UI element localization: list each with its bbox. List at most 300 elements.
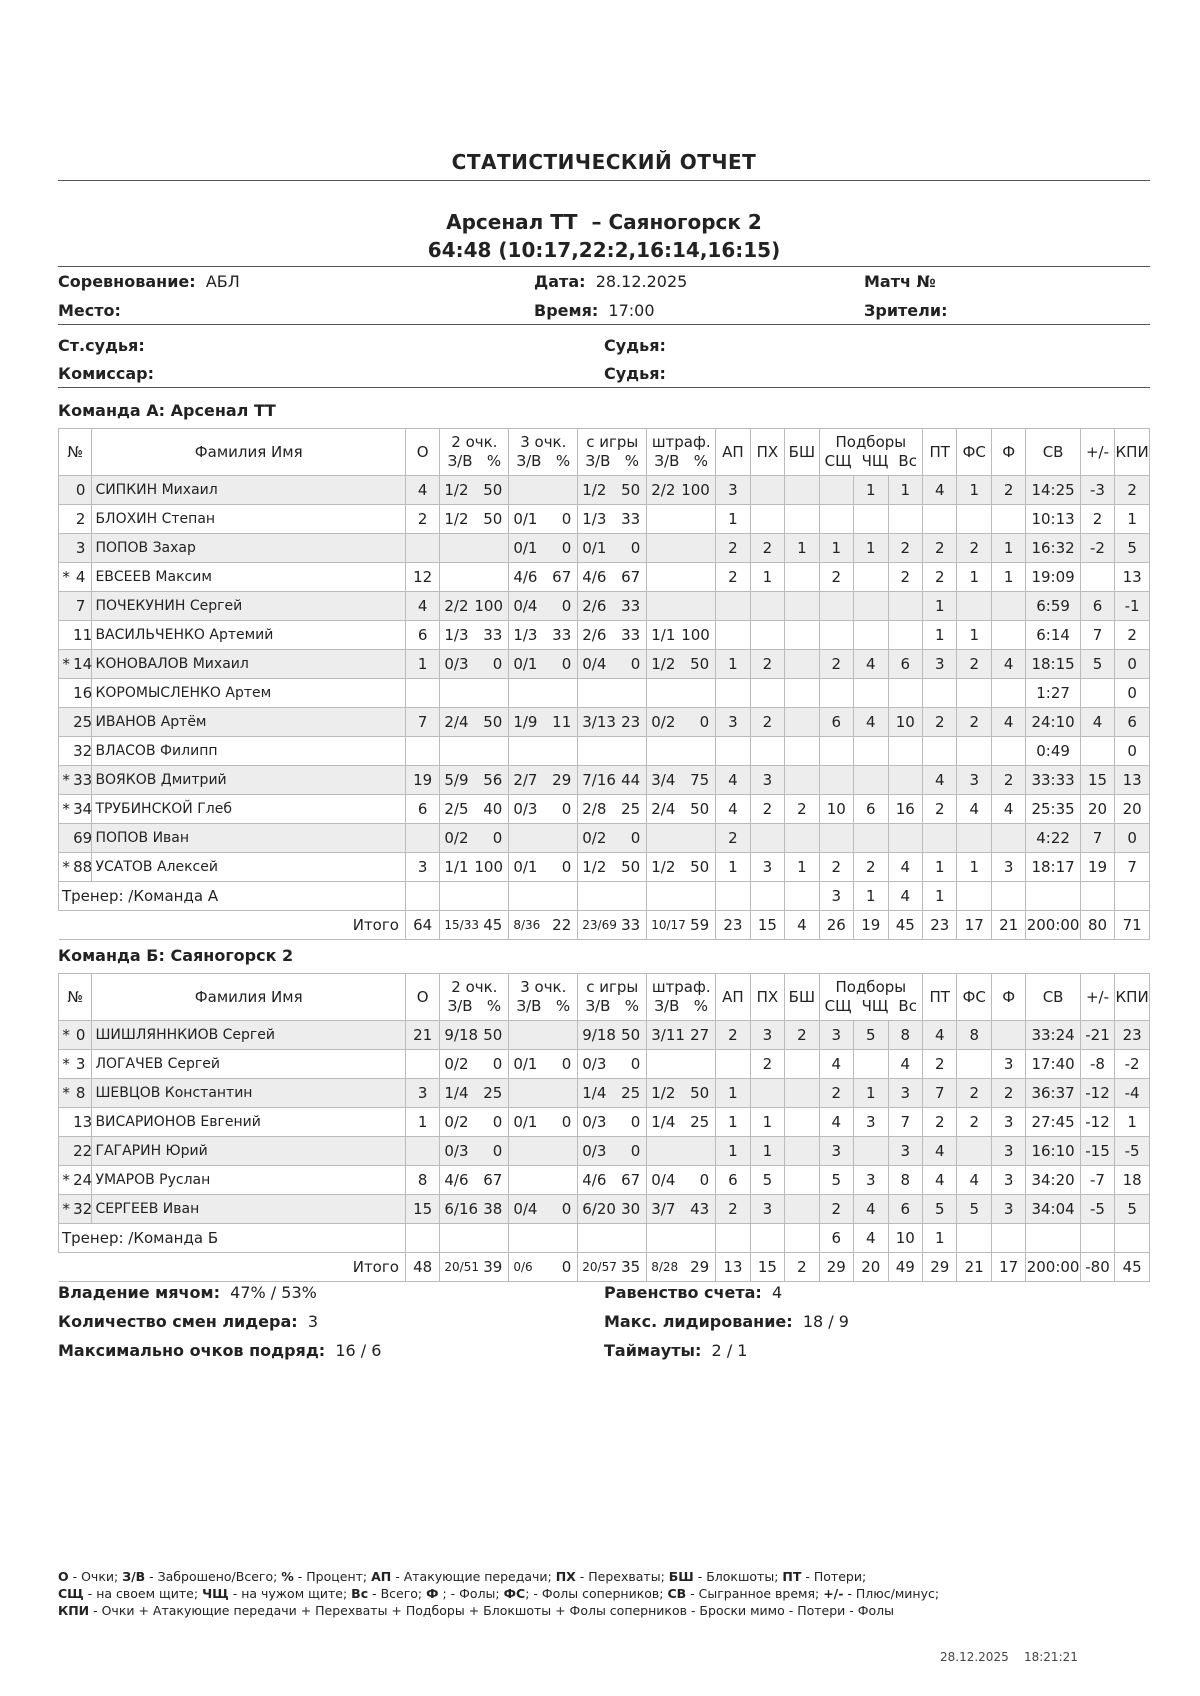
stat-cell: 7	[1080, 824, 1114, 853]
stat-cell: 0	[543, 795, 577, 824]
legend	[58, 1568, 1150, 1619]
stat-cell: 4	[1080, 708, 1114, 737]
stat-cell: 1	[716, 650, 750, 679]
stat-cell: 2	[750, 795, 784, 824]
player-row	[59, 1137, 1150, 1166]
stat-cell: 1	[957, 563, 991, 592]
stat-cell	[991, 882, 1025, 911]
stat-cell: 6	[1080, 592, 1114, 621]
stat-cell: 6:59	[1026, 592, 1080, 621]
stat-cell: 0	[612, 534, 647, 563]
stat-cell: 1	[716, 1079, 750, 1108]
stat-cell	[405, 1224, 439, 1253]
stat-cell	[888, 737, 923, 766]
stat-cell: 3	[923, 650, 957, 679]
stat-cell	[681, 1137, 715, 1166]
col-ft: штраф. З/В %	[647, 429, 716, 476]
stat-cell: -5	[1115, 1137, 1150, 1166]
stat-cell	[991, 592, 1025, 621]
stat-cell: 1	[785, 534, 819, 563]
col-reb: Подборы СЩ ЧЩ Вс	[819, 974, 922, 1021]
stat-cell: 5	[854, 1021, 888, 1050]
stat-cell: 1/3	[578, 505, 612, 534]
player-name: ТРУБИНСКОЙ Глеб	[92, 795, 405, 824]
stat-cell	[405, 824, 439, 853]
player-number: 8	[73, 1079, 92, 1108]
starter-mark	[59, 534, 74, 563]
stat-cell: 8	[888, 1021, 923, 1050]
stat-cell: 2	[716, 563, 750, 592]
stat-cell: 2	[819, 563, 853, 592]
stat-cell: 50	[612, 476, 647, 505]
total-cell: 21	[957, 1253, 991, 1282]
col-pts: О	[405, 429, 439, 476]
stat-cell: 0	[543, 650, 577, 679]
team-b-title: Команда Б: Саяногорск 2	[58, 946, 294, 965]
stat-cell	[543, 737, 577, 766]
starter-mark: *	[59, 1021, 74, 1050]
player-row	[59, 679, 1150, 708]
stat-cell: 2	[785, 795, 819, 824]
stat-cell: 50	[474, 1021, 508, 1050]
stat-cell	[750, 1224, 784, 1253]
player-number: 32	[73, 1195, 92, 1224]
stat-cell: 43	[681, 1195, 715, 1224]
stat-cell: 10:13	[1026, 505, 1080, 534]
stat-cell	[785, 708, 819, 737]
stat-cell	[785, 621, 819, 650]
player-row	[59, 1195, 1150, 1224]
stat-cell	[819, 824, 853, 853]
stat-cell	[854, 766, 888, 795]
stat-cell: 2	[888, 534, 923, 563]
player-row	[59, 1050, 1150, 1079]
stat-cell: 4	[991, 795, 1025, 824]
stat-cell: 2	[716, 1021, 750, 1050]
stat-cell: 2	[750, 1050, 784, 1079]
stat-cell	[1026, 1224, 1080, 1253]
stat-cell	[785, 476, 819, 505]
stat-cell	[888, 766, 923, 795]
stat-cell	[647, 505, 681, 534]
total-cell: 33	[612, 911, 647, 940]
stat-cell: 3	[819, 882, 853, 911]
stat-cell: 2	[1080, 505, 1114, 534]
player-row	[59, 853, 1150, 882]
player-number: 11	[73, 621, 92, 650]
stat-cell: 3	[750, 1021, 784, 1050]
divider	[58, 180, 1150, 181]
stat-cell: 29	[543, 766, 577, 795]
player-name: СИПКИН Михаил	[92, 476, 405, 505]
player-name: УМАРОВ Руслан	[92, 1166, 405, 1195]
stat-cell: 0/4	[509, 592, 543, 621]
stat-cell: 3/4	[647, 766, 681, 795]
total-cell: 15	[750, 1253, 784, 1282]
stat-cell: 9/18	[440, 1021, 474, 1050]
stat-cell: 3	[991, 1166, 1025, 1195]
stat-cell: 5	[923, 1195, 957, 1224]
stat-cell: 1/2	[647, 853, 681, 882]
stat-cell: 7	[923, 1079, 957, 1108]
stat-cell: 3	[991, 1195, 1025, 1224]
stat-cell: 1	[750, 1137, 784, 1166]
stat-cell: -1	[1115, 592, 1150, 621]
stat-cell: 18:17	[1026, 853, 1080, 882]
legend-line: КПИ - Очки + Атакующие передачи + Перехваты + Подборы + Блокшоты + Фолы соперников - Броски мимо - Потери - Фолы	[58, 1603, 895, 1618]
stat-cell: 2/5	[440, 795, 474, 824]
total-cell: 71	[1115, 911, 1150, 940]
starter-mark	[59, 476, 74, 505]
stat-cell: 0	[543, 592, 577, 621]
stat-cell	[681, 737, 715, 766]
stat-cell: 2	[716, 1195, 750, 1224]
stat-cell: 50	[474, 505, 508, 534]
stat-cell: 0/4	[509, 1195, 543, 1224]
player-row	[59, 708, 1150, 737]
player-name: ШИШЛЯННКИОВ Сергей	[92, 1021, 405, 1050]
stat-cell: 1/4	[440, 1079, 474, 1108]
stat-cell: 2	[923, 795, 957, 824]
stat-cell: 36:37	[1026, 1079, 1080, 1108]
ties-stat: Равенство счета: 4	[604, 1283, 783, 1302]
stat-cell: 4	[957, 1166, 991, 1195]
stat-cell: 4	[888, 1050, 923, 1079]
stat-cell: 0	[1115, 650, 1150, 679]
player-row	[59, 476, 1150, 505]
stat-cell: 4	[716, 766, 750, 795]
stat-cell	[923, 679, 957, 708]
starter-mark: *	[59, 795, 74, 824]
stat-cell	[819, 621, 853, 650]
col-bsh: БШ	[785, 429, 819, 476]
stat-cell: 2	[750, 708, 784, 737]
stat-cell: 1	[854, 534, 888, 563]
stat-cell	[785, 592, 819, 621]
total-cell: 23	[923, 911, 957, 940]
stat-cell	[991, 679, 1025, 708]
timeouts-stat: Таймауты: 2 / 1	[604, 1341, 748, 1360]
stat-cell	[509, 737, 543, 766]
total-cell: 45	[888, 911, 923, 940]
stat-cell: 3	[819, 1137, 853, 1166]
stat-cell: 0	[474, 650, 508, 679]
total-cell: 0	[543, 1253, 577, 1282]
stat-cell: 1	[785, 853, 819, 882]
stat-cell	[612, 679, 647, 708]
stat-cell: 3	[750, 1195, 784, 1224]
stat-cell	[543, 1079, 577, 1108]
stat-cell	[888, 505, 923, 534]
stat-cell	[785, 1108, 819, 1137]
stat-cell: -15	[1080, 1137, 1114, 1166]
stat-cell: 0/3	[578, 1050, 612, 1079]
stat-cell	[750, 824, 784, 853]
stat-cell: 67	[543, 563, 577, 592]
starter-mark: *	[59, 1079, 74, 1108]
stat-cell	[543, 1137, 577, 1166]
stat-cell: 0/3	[440, 1137, 474, 1166]
col-no: №	[59, 974, 92, 1021]
player-row	[59, 766, 1150, 795]
team-a-title: Команда А: Арсенал ТТ	[58, 401, 276, 420]
col-2pt: 2 очк. З/В %	[440, 974, 509, 1021]
stat-cell	[785, 563, 819, 592]
stat-cell: 1	[957, 476, 991, 505]
stat-cell: 4	[888, 853, 923, 882]
stat-cell	[991, 621, 1025, 650]
stat-cell: 25	[612, 1079, 647, 1108]
total-label: Итого	[59, 1253, 406, 1282]
stat-cell	[785, 737, 819, 766]
stat-cell: 3/7	[647, 1195, 681, 1224]
stat-cell	[957, 1224, 991, 1253]
stat-cell	[509, 1224, 543, 1253]
stat-cell	[612, 737, 647, 766]
stat-cell	[543, 1166, 577, 1195]
stat-cell: 3	[957, 766, 991, 795]
col-kpi: КПИ	[1115, 429, 1150, 476]
stat-cell: 2	[923, 563, 957, 592]
print-timestamp: 28.12.2025 18:21:21	[940, 1650, 1078, 1664]
stat-cell: 0	[543, 853, 577, 882]
total-cell: -80	[1080, 1253, 1114, 1282]
stat-cell: 2	[991, 766, 1025, 795]
stat-cell: 2/6	[578, 592, 612, 621]
stat-cell: 21	[405, 1021, 439, 1050]
player-number: 0	[73, 1021, 92, 1050]
stat-cell	[474, 1224, 508, 1253]
stat-cell: 0/1	[509, 853, 543, 882]
stat-cell: 25	[612, 795, 647, 824]
stat-cell: 33	[612, 592, 647, 621]
stat-cell: 2	[957, 1108, 991, 1137]
stat-cell: 1/3	[440, 621, 474, 650]
col-pm: +/-	[1080, 429, 1114, 476]
stat-cell: 4	[923, 1166, 957, 1195]
player-number: 69	[73, 824, 92, 853]
stat-cell	[647, 824, 681, 853]
player-name: ВЛАСОВ Филипп	[92, 737, 405, 766]
coach-row	[59, 1224, 1150, 1253]
stat-cell	[612, 1224, 647, 1253]
player-name: ПОПОВ Иван	[92, 824, 405, 853]
stat-cell	[509, 1021, 543, 1050]
stat-cell: 2	[991, 1079, 1025, 1108]
total-cell: 8/36	[509, 911, 543, 940]
stat-cell: 56	[474, 766, 508, 795]
stat-cell	[854, 737, 888, 766]
stat-cell: 0/4	[578, 650, 612, 679]
stat-cell: 24:10	[1026, 708, 1080, 737]
col-name: Фамилия Имя	[92, 429, 405, 476]
stat-cell	[750, 737, 784, 766]
stat-cell	[991, 1021, 1025, 1050]
stat-cell	[647, 1137, 681, 1166]
starter-mark	[59, 708, 74, 737]
stat-cell	[681, 824, 715, 853]
stat-cell: 0/1	[509, 650, 543, 679]
stat-cell	[681, 1224, 715, 1253]
total-cell: 26	[819, 911, 853, 940]
stat-cell: 0	[612, 650, 647, 679]
stat-cell: 19:09	[1026, 563, 1080, 592]
player-number: 25	[73, 708, 92, 737]
stat-cell: 1	[923, 621, 957, 650]
player-name: УСАТОВ Алексей	[92, 853, 405, 882]
stat-cell	[923, 505, 957, 534]
stat-cell: 2	[819, 650, 853, 679]
stat-cell: 2	[923, 708, 957, 737]
stat-cell: 0	[612, 824, 647, 853]
stat-cell	[923, 824, 957, 853]
col-fg: с игры З/В %	[578, 974, 647, 1021]
date-field: Дата: 28.12.2025	[534, 272, 688, 291]
starter-mark: *	[59, 1195, 74, 1224]
stat-cell	[543, 824, 577, 853]
total-cell: 4	[785, 911, 819, 940]
col-pm: +/-	[1080, 974, 1114, 1021]
total-cell: 29	[819, 1253, 853, 1282]
stat-cell	[854, 679, 888, 708]
stat-cell: 1/4	[578, 1079, 612, 1108]
stat-cell: 18:15	[1026, 650, 1080, 679]
player-number: 3	[73, 1050, 92, 1079]
stat-cell	[647, 592, 681, 621]
stat-cell: 0	[474, 1108, 508, 1137]
stat-cell: 0/3	[440, 650, 474, 679]
stat-cell: 0	[1115, 679, 1150, 708]
stat-cell: 6	[854, 795, 888, 824]
stat-cell: 3/11	[647, 1021, 681, 1050]
stat-cell: 7/16	[578, 766, 612, 795]
stat-cell: 2/4	[647, 795, 681, 824]
starter-mark	[59, 1137, 74, 1166]
player-number: 2	[73, 505, 92, 534]
stat-cell	[1080, 679, 1114, 708]
stat-cell	[509, 679, 543, 708]
stat-cell: 3	[991, 853, 1025, 882]
stat-cell: 40	[474, 795, 508, 824]
stat-cell: 1/1	[440, 853, 474, 882]
stat-cell: 50	[474, 708, 508, 737]
stat-cell	[923, 737, 957, 766]
stat-cell: 6:14	[1026, 621, 1080, 650]
player-row	[59, 824, 1150, 853]
col-reb: Подборы СЩ ЧЩ Вс	[819, 429, 922, 476]
stat-cell	[888, 621, 923, 650]
player-name: СЕРГЕЕВ Иван	[92, 1195, 405, 1224]
stat-cell: 75	[681, 766, 715, 795]
stat-cell: 4	[991, 708, 1025, 737]
stat-cell	[681, 505, 715, 534]
total-cell: 20/57	[578, 1253, 612, 1282]
stat-cell	[750, 505, 784, 534]
stat-cell: 8	[957, 1021, 991, 1050]
stat-cell	[888, 679, 923, 708]
stat-cell: 0/1	[509, 1050, 543, 1079]
stat-cell: 3	[854, 1108, 888, 1137]
player-row	[59, 1021, 1150, 1050]
stat-cell: 2	[923, 534, 957, 563]
stat-cell: 0/3	[509, 795, 543, 824]
stat-cell	[957, 505, 991, 534]
col-bsh: БШ	[785, 974, 819, 1021]
stat-cell	[474, 679, 508, 708]
stat-cell	[612, 882, 647, 911]
stat-cell	[440, 563, 474, 592]
lead-changes-stat: Количество смен лидера: 3	[58, 1312, 319, 1331]
stat-cell: 11	[543, 708, 577, 737]
stat-cell: 19	[405, 766, 439, 795]
stat-cell	[991, 737, 1025, 766]
stat-cell	[1115, 1224, 1150, 1253]
stat-cell: 1	[750, 563, 784, 592]
stat-cell: 100	[474, 592, 508, 621]
stat-cell: 4	[405, 476, 439, 505]
col-2pt: 2 очк. З/В %	[440, 429, 509, 476]
stat-cell	[405, 737, 439, 766]
stat-cell: 67	[612, 1166, 647, 1195]
stat-cell: 1	[854, 882, 888, 911]
total-cell: 19	[854, 911, 888, 940]
stat-cell: 33	[612, 621, 647, 650]
starter-mark	[59, 679, 74, 708]
total-cell: 17	[991, 1253, 1025, 1282]
player-name: ЕВСЕЕВ Максим	[92, 563, 405, 592]
stat-cell	[750, 1079, 784, 1108]
stat-cell: 50	[681, 795, 715, 824]
stat-cell: 13	[1115, 766, 1150, 795]
player-number: 24	[73, 1166, 92, 1195]
stat-cell: 0	[474, 1050, 508, 1079]
divider	[58, 266, 1150, 267]
stat-cell: 2/7	[509, 766, 543, 795]
stat-cell	[888, 824, 923, 853]
stat-cell: 34:04	[1026, 1195, 1080, 1224]
stat-cell: 50	[612, 1021, 647, 1050]
stat-cell	[888, 592, 923, 621]
stat-cell: 1	[405, 1108, 439, 1137]
stat-cell: 3	[819, 1021, 853, 1050]
total-cell: 20/51	[440, 1253, 474, 1282]
stat-cell	[543, 1224, 577, 1253]
player-number: 3	[73, 534, 92, 563]
stat-cell: 4	[819, 1108, 853, 1137]
stat-cell	[750, 476, 784, 505]
stat-cell	[957, 1137, 991, 1166]
stat-cell	[750, 679, 784, 708]
match-no-field: Матч №	[864, 272, 936, 291]
stat-cell	[647, 737, 681, 766]
player-name: ВАСИЛЬЧЕНКО Артемий	[92, 621, 405, 650]
starter-mark	[59, 737, 74, 766]
total-cell: 23/69	[578, 911, 612, 940]
stat-cell: 0/1	[509, 534, 543, 563]
stat-cell	[578, 1224, 612, 1253]
col-sv: СВ	[1026, 429, 1080, 476]
player-name: ГАГАРИН Юрий	[92, 1137, 405, 1166]
stat-cell: 1	[888, 476, 923, 505]
stat-cell: 25	[681, 1108, 715, 1137]
starter-mark: *	[59, 1050, 74, 1079]
stat-cell: 6	[888, 650, 923, 679]
stat-cell: 6	[405, 795, 439, 824]
stat-cell	[578, 679, 612, 708]
stat-cell: 1	[957, 621, 991, 650]
stat-cell: 33:33	[1026, 766, 1080, 795]
stat-cell	[785, 1195, 819, 1224]
